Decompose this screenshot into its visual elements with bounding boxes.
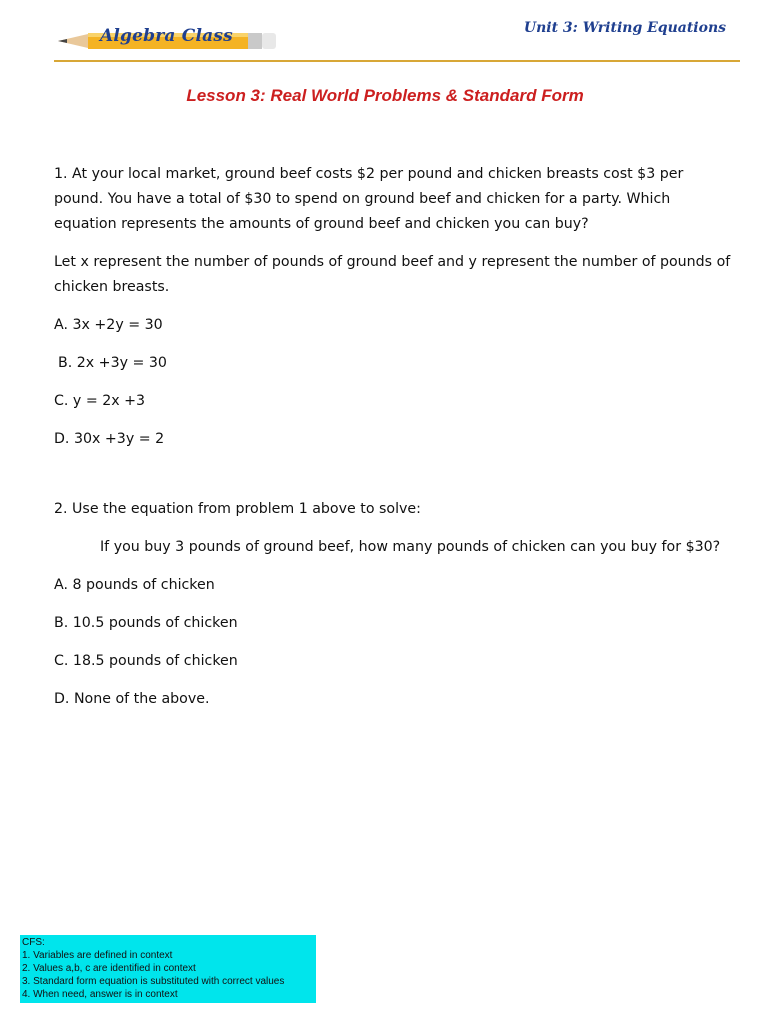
page-header <box>0 0 770 62</box>
cfs-box <box>20 935 316 1003</box>
cfs-item: 3. Standard form equation is substituted with correct values <box>22 976 285 987</box>
cfs-title: CFS: <box>22 937 45 948</box>
problem-2-subquestion: If you buy 3 pounds of ground beef, how many pounds of chicken can you buy for $30? <box>100 539 721 555</box>
lesson-title: Lesson 3: Real World Problems & Standard Form <box>186 86 584 105</box>
problem-2-choice-a: A. 8 pounds of chicken <box>54 577 215 593</box>
problem-1-choice-d: D. 30x +3y = 2 <box>54 431 165 447</box>
problem-2-question: 2. Use the equation from problem 1 above to solve: <box>54 501 421 517</box>
cfs-item: 2. Values a,b, c are identified in context <box>22 963 196 974</box>
problem-2-choice-d: D. None of the above. <box>54 691 210 707</box>
brand-title: Algebra Class <box>100 26 233 46</box>
unit-title: Unit 3: Writing Equations <box>523 20 726 36</box>
problem-1-choice-c: C. y = 2x +3 <box>54 393 146 409</box>
problem-1-choice-b: B. 2x +3y = 30 <box>58 355 167 371</box>
cfs-item: 1. Variables are defined in context <box>22 950 173 961</box>
problem-1-question: 1. At your local market, ground beef costs $2 per pound and chicken breasts cost $3 per pound. You have a total of $30 to spend on ground beef and chicken for a party. Which equation represents the amounts of ground beef and chicken you can buy? <box>54 166 684 232</box>
problem-1-choice-a: A. 3x +2y = 30 <box>54 317 163 333</box>
worksheet-content <box>54 162 734 725</box>
section-spacer <box>54 465 734 497</box>
problem-1-definition: Let x represent the number of pounds of ground beef and y represent the number of pounds of chicken breasts. <box>54 254 731 295</box>
cfs-item: 4. When need, answer is in context <box>22 989 178 1000</box>
problem-2-choice-c: C. 18.5 pounds of chicken <box>54 653 238 669</box>
problem-2-choice-b: B. 10.5 pounds of chicken <box>54 615 238 631</box>
header-rule <box>54 60 740 62</box>
